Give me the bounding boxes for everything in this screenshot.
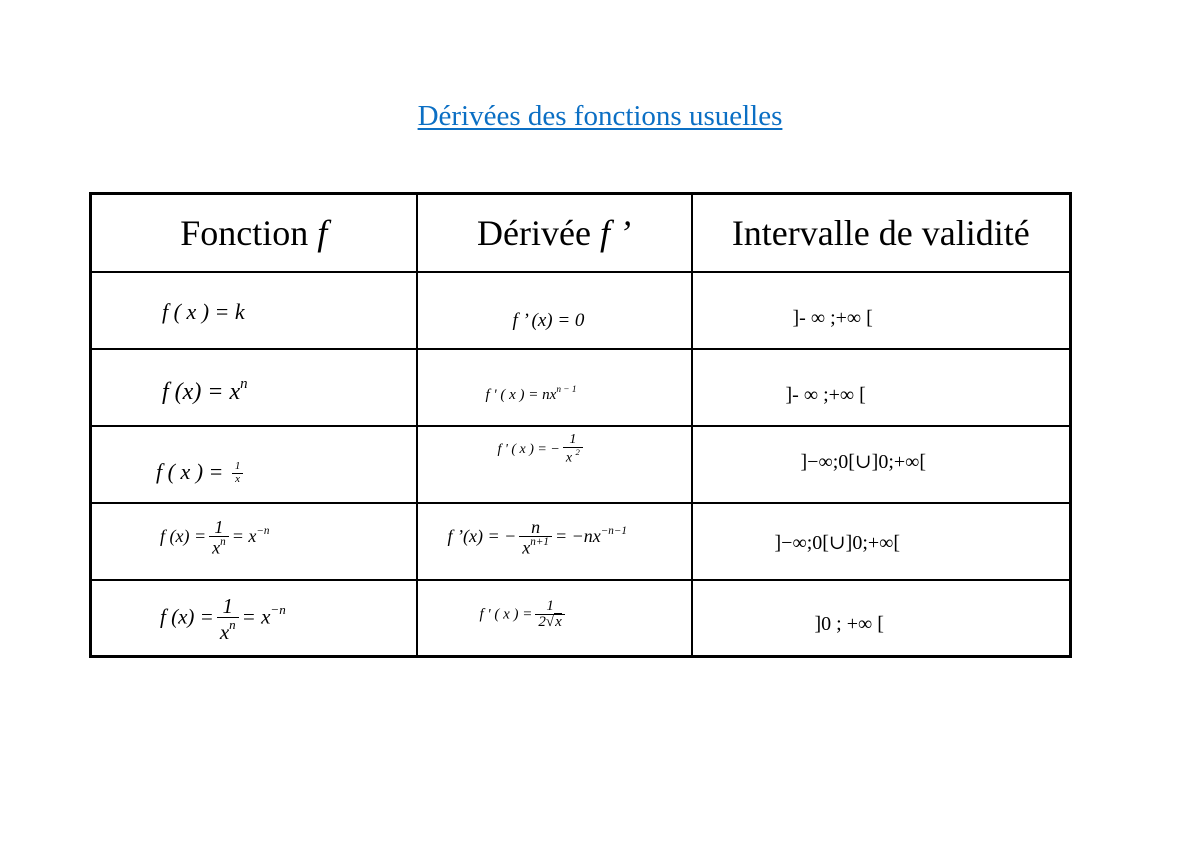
table-row (91, 272, 1071, 349)
formula-function: f $(x) = x^n$ (162, 375, 248, 405)
cell-function (91, 503, 417, 580)
interval-value: ]- ∞ ;+∞ [ (785, 383, 866, 406)
header-interval: Intervalle de validité (692, 194, 1071, 272)
cell-interval (692, 272, 1071, 349)
interval-value: ]- ∞ ;+∞ [ (792, 306, 873, 329)
cell-function (91, 426, 417, 503)
cell-function (91, 349, 417, 426)
cell-interval (692, 349, 1071, 426)
cell-interval (692, 503, 1071, 580)
header-function: Fonction f (91, 194, 417, 272)
formula-derivative: f ' ( x ) = $\frac{1}{2√x}$ (480, 599, 568, 632)
cell-interval (692, 580, 1071, 657)
formula-derivative: f ' ( x ) = $nx^{n - 1}$ (485, 384, 577, 403)
formula-derivative: f ' ( x ) = − $\frac{1}{x ^2}$ (498, 433, 586, 467)
cell-interval (692, 426, 1071, 503)
table-row (91, 580, 1071, 657)
cell-function (91, 580, 417, 657)
formula-derivative: f ’(x) = − $\frac{n}{x^{n+1}}$ = $-nx^{-n-1}$ (447, 516, 627, 558)
interval-value: ]−∞;0[∪]0;+∞[ (774, 531, 901, 554)
header-derivative: Dérivée f ’ (417, 194, 692, 272)
formula-function: f (x) = $\frac{1}{x^n}$ = $x^{-n}$ (160, 593, 286, 644)
formula-function: f ( x ) = $\frac{1}{x}$ (156, 459, 246, 486)
cell-derivative (417, 272, 692, 349)
derivatives-table (89, 192, 1072, 658)
interval-value: ]0 ; +∞ [ (814, 612, 884, 635)
cell-derivative (417, 503, 692, 580)
cell-derivative (417, 349, 692, 426)
cell-function (91, 272, 417, 349)
table-row (91, 349, 1071, 426)
cell-derivative (417, 580, 692, 657)
table-row (91, 503, 1071, 580)
formula-function: f ( x ) = k (162, 298, 245, 324)
formula-derivative: f ’ (x) = 0 (512, 309, 585, 331)
formula-function: f (x) = $\frac{1}{x^n}$ = $x^{-n}$ (160, 516, 270, 558)
page-title: Dérivées des fonctions usuelles (417, 100, 783, 132)
table-row (91, 426, 1071, 503)
interval-value: ]−∞;0[∪]0;+∞[ (800, 450, 927, 473)
table-header-row (91, 194, 1071, 272)
cell-derivative (417, 426, 692, 503)
